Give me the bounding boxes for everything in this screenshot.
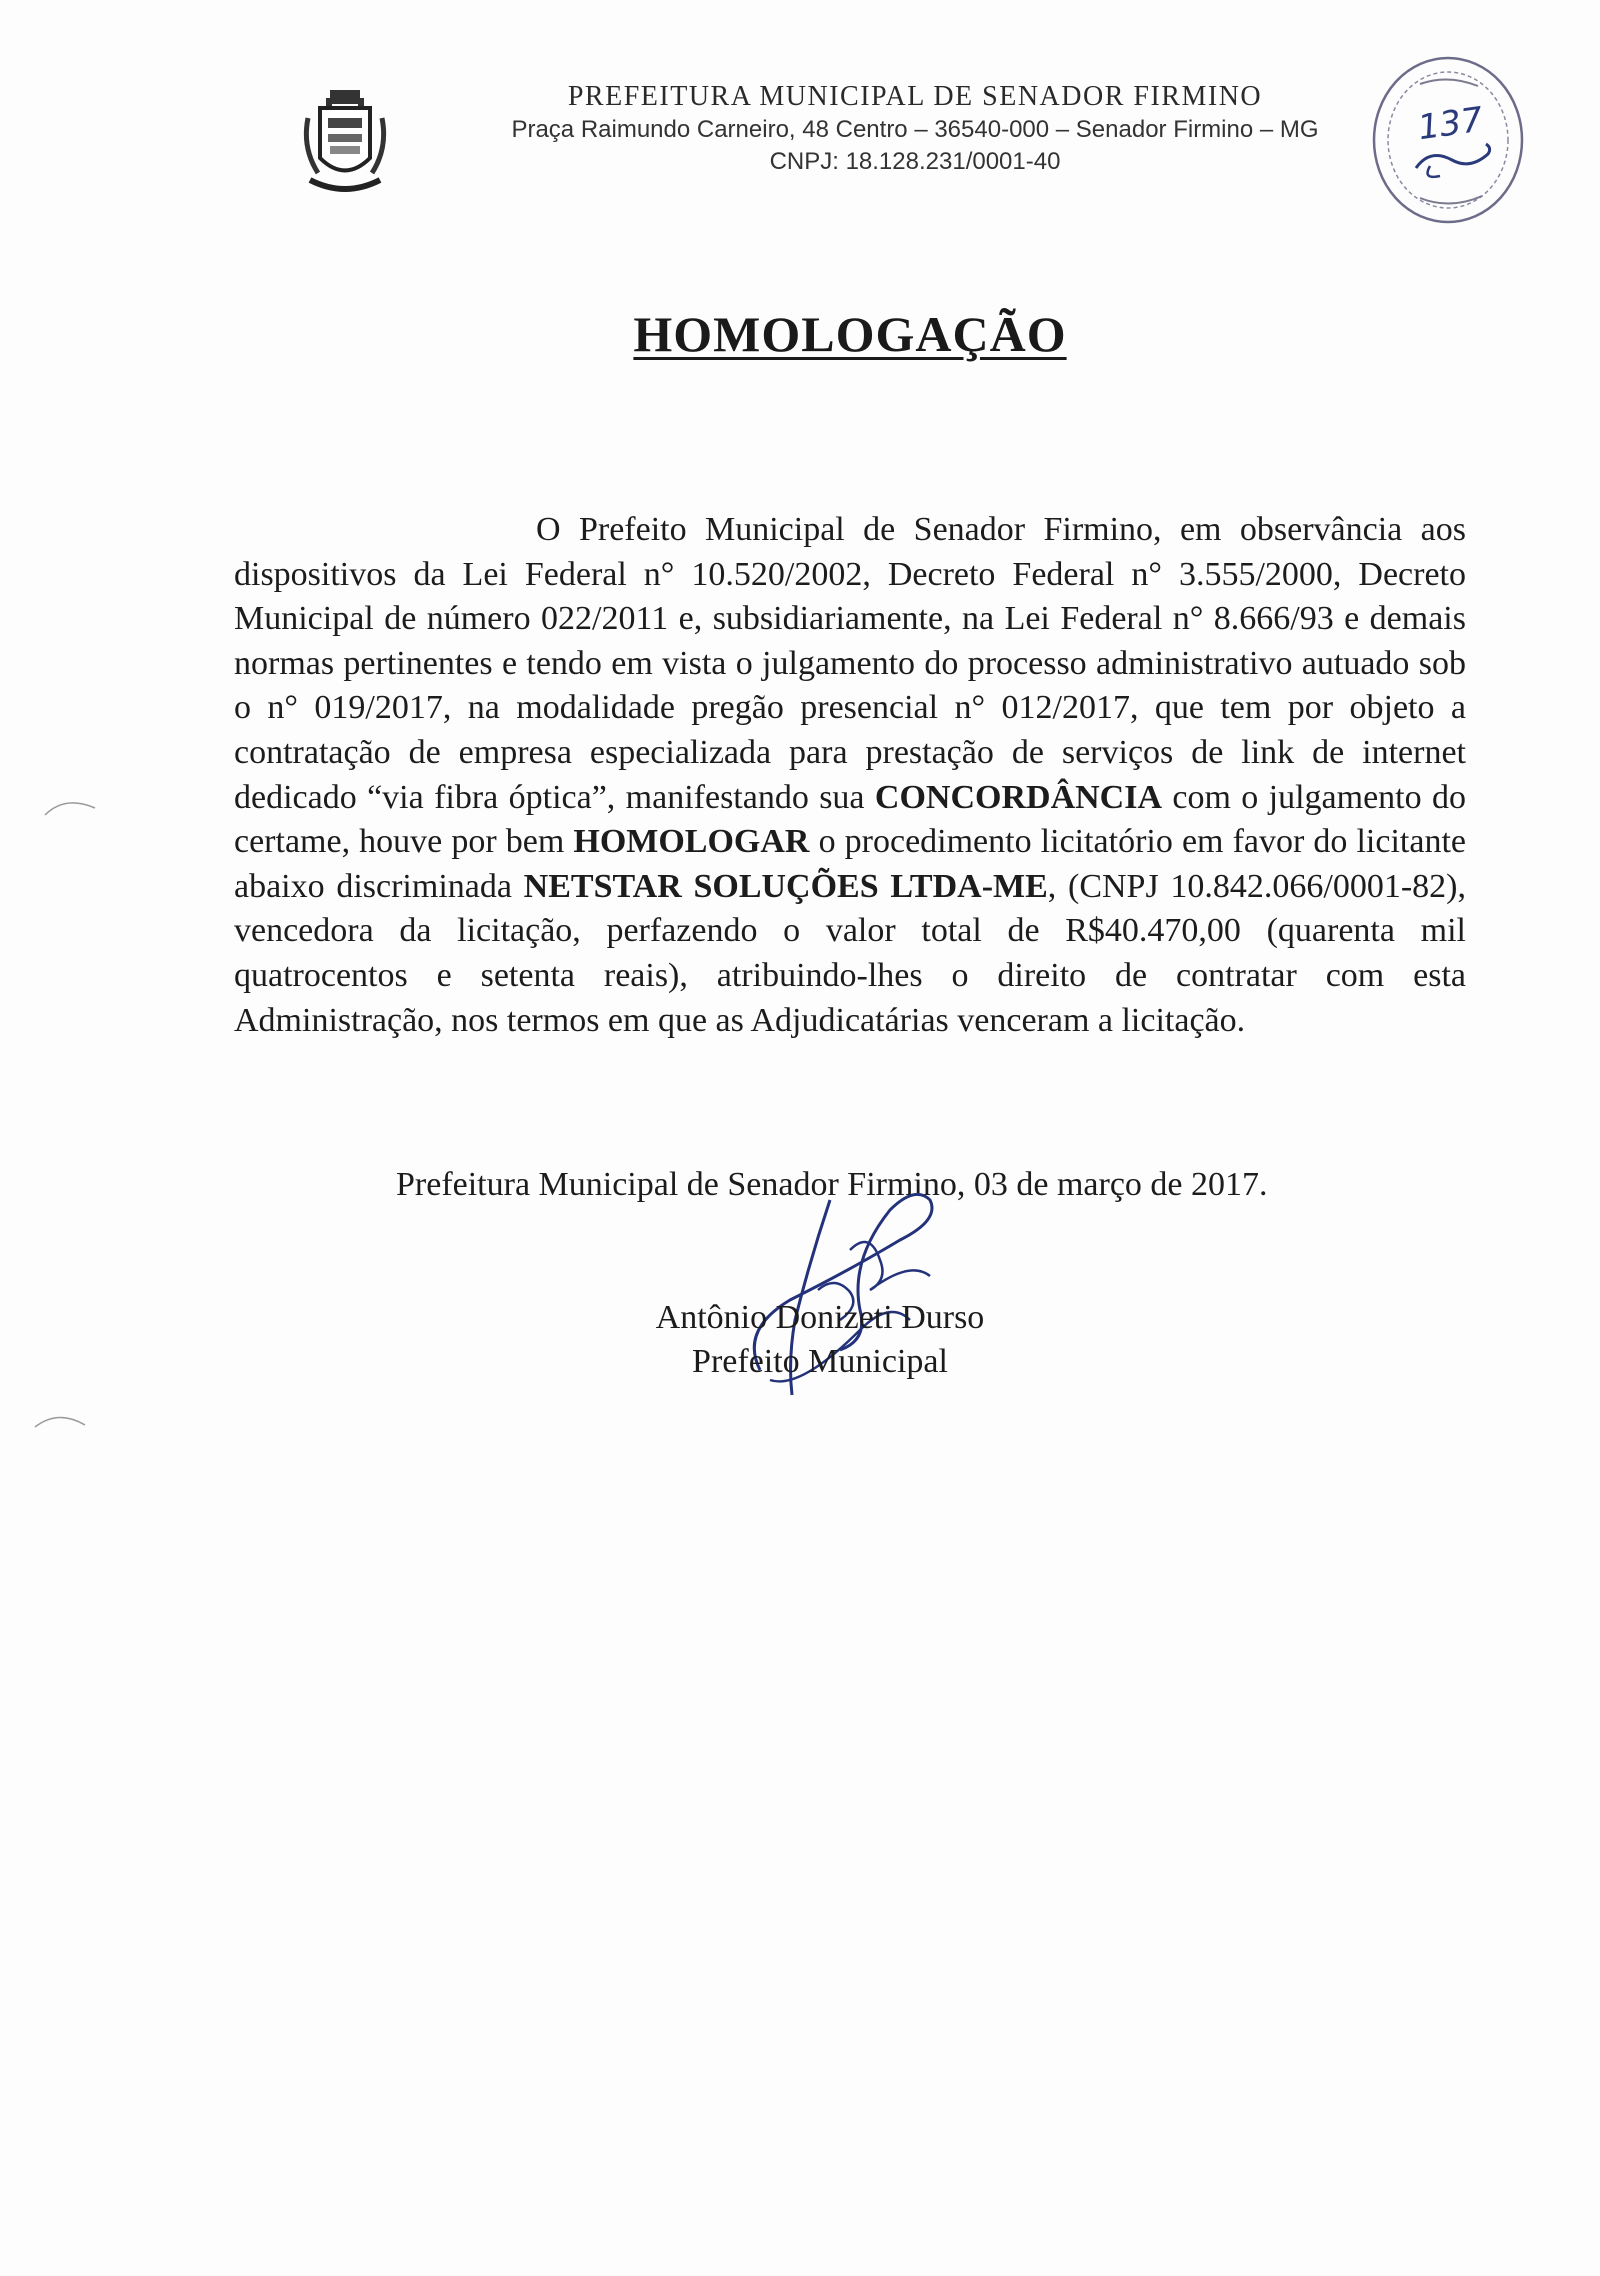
scan-mark bbox=[30, 1405, 90, 1435]
date-location-line: Prefeitura Municipal de Senador Firmino, 03 de março de 2017. bbox=[396, 1166, 1268, 1203]
municipality-cnpj: CNPJ: 18.128.231/0001-40 bbox=[769, 148, 1061, 175]
coat-of-arms-icon bbox=[300, 88, 390, 198]
municipality-address: Praça Raimundo Carneiro, 48 Centro – 36540-000 – Senador Firmino – MG bbox=[511, 116, 1319, 143]
body-text-part-4: , (CNPJ 10.842.066/0001-82), vencedora da licitação, perfazendo o valor total de R$40.470,00 (quarenta mil quatrocentos e setenta reais), atribuindo-lhes o direito de contratar com esta Administração, nos termos em que as Adjudicatárias venceram a licitação. bbox=[234, 867, 1466, 1039]
homologation-paragraph bbox=[234, 508, 1466, 1043]
municipality-name: PREFEITURA MUNICIPAL DE SENADOR FIRMINO bbox=[567, 81, 1263, 112]
homologate-keyword: HOMOLOGAR bbox=[573, 823, 810, 861]
letterhead bbox=[300, 80, 1450, 200]
body-text-part-2: com o julgamento do certame, houve por bem bbox=[234, 778, 1466, 861]
document-title: HOMOLOGAÇÃO bbox=[633, 306, 1067, 362]
body-text-part-1: O Prefeito Municipal de Senador Firmino, em observância aos dispositivos da Lei Federal n° 10.520/2002, Decreto Federal n° 3.555/2000, Decreto Municipal de número 022/2011 e, subsidiariamente, na Lei Federal n° 8.666/93 e demais normas pertinentes e tendo em vista o julgamento do processo administrativo autuado sob o n° 019/2017, na modalidade pregão presencial n° 012/2017, que tem por objeto a contratação de empresa especializada para prestação de serviços de link de internet dedicado “via fibra óptica”, manifestando sua bbox=[234, 511, 1466, 816]
signer-role: Prefeito Municipal bbox=[692, 1343, 948, 1380]
page-number-stamp: 137 bbox=[1415, 99, 1486, 149]
signer-name: Antônio Donizeti Durso bbox=[655, 1299, 985, 1336]
winning-company-name: NETSTAR SOLUÇÕES LTDA-ME bbox=[523, 867, 1048, 905]
concordance-keyword: CONCORDÂNCIA bbox=[874, 778, 1163, 816]
scan-mark bbox=[40, 790, 100, 820]
signature-block bbox=[600, 1296, 1040, 1384]
body-text-part-3: o procedimento licitatório em favor do licitante abaixo discriminada bbox=[234, 823, 1466, 905]
